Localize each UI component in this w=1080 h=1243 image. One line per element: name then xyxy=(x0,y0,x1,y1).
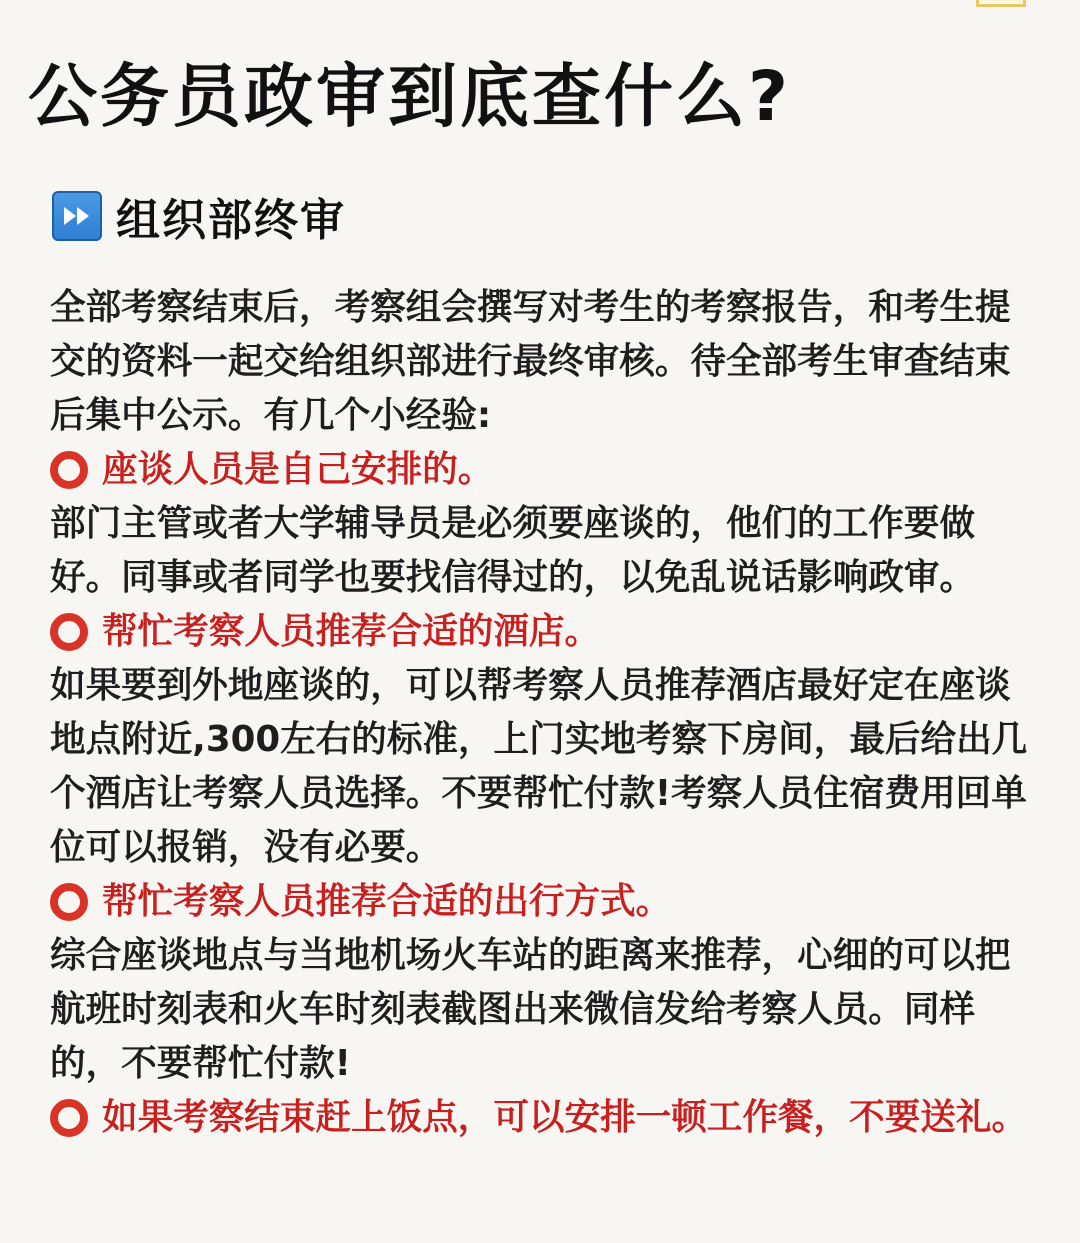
tip-body: 综合座谈地点与当地机场火车站的距离来推荐，心细的可以把航班时刻表和火车时刻表截图出来微信发给考察人员。同样的，不要帮忙付款! xyxy=(50,935,1011,1084)
tip-heading-text: 帮忙考察人员推荐合适的出行方式。 xyxy=(102,881,672,922)
page-title: 公务员政审到底查什么? xyxy=(28,57,792,137)
tip-heading-text: 座谈人员是自己安排的。 xyxy=(102,449,494,490)
red-circle-icon xyxy=(50,883,88,921)
tip-heading xyxy=(50,875,1040,929)
tip-heading xyxy=(50,605,1040,659)
tip-body: 部门主管或者大学辅导员是必须要座谈的，他们的工作要做好。同事或者同学也要找信得过的，以免乱说话影响政审。 xyxy=(50,503,976,598)
tip-heading-text: 帮忙考察人员推荐合适的酒店。 xyxy=(102,611,601,652)
tip-heading-text: 如果考察结束赶上饭点，可以安排一顿工作餐，不要送礼。 xyxy=(102,1097,1028,1138)
fast-forward-icon xyxy=(52,191,102,241)
red-circle-icon xyxy=(50,451,88,489)
red-circle-icon xyxy=(50,1099,88,1137)
red-circle-icon xyxy=(50,613,88,651)
tip-heading xyxy=(50,443,1040,497)
section-heading xyxy=(52,188,346,244)
tip-body: 如果要到外地座谈的，可以帮考察人员推荐酒店最好定在座谈地点附近,300左右的标准，上门实地考察下房间，最后给出几个酒店让考察人员选择。不要帮忙付款!考察人员住宿费用回单位可以报销，没有必要。 xyxy=(50,665,1028,868)
tip-heading xyxy=(50,1091,1040,1145)
intro-paragraph: 全部考察结束后，考察组会撰写对考生的考察报告，和考生提交的资料一起交给组织部进行最终审核。待全部考生审查结束后集中公示。有几个小经验: xyxy=(50,287,1011,436)
section-heading-text: 组织部终审 xyxy=(116,195,346,246)
image-smudge-overlay xyxy=(742,1146,1042,1204)
article-body xyxy=(50,281,1040,1145)
